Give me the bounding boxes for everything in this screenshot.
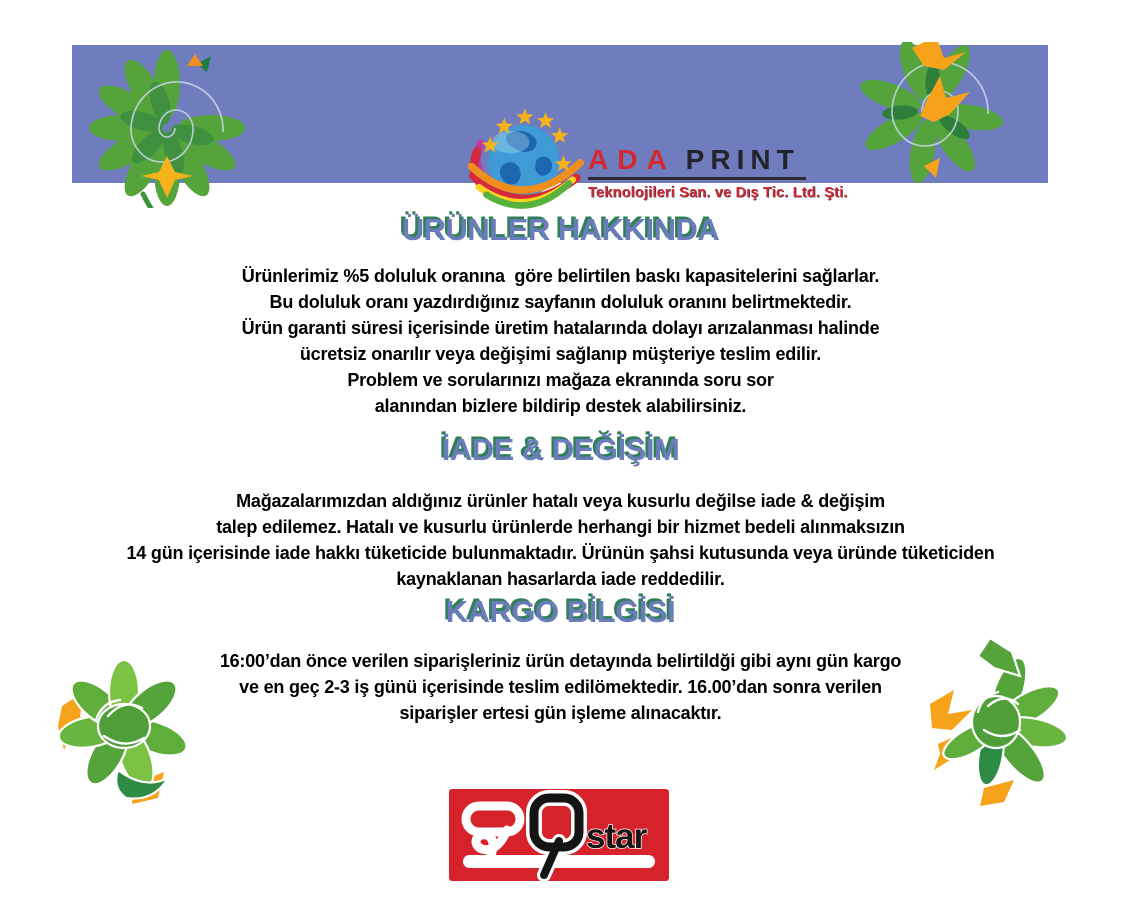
brand-underline xyxy=(588,177,806,180)
paragraph-line: ücretsiz onarılır veya değişimi sağlanıp müşteriye teslim edilir. xyxy=(299,344,822,364)
paragraph-line: ve en geç 2-3 iş günü içerisinde teslim edilömektedir. 16.00’dan sonra verilen xyxy=(239,677,882,697)
globe-icon xyxy=(462,101,584,217)
section-title-returns: İADE & DEĞİŞİM xyxy=(441,432,680,467)
brand-name-primary: ADA xyxy=(588,143,676,175)
header-banner xyxy=(72,45,1048,201)
brand-subtitle: Teknolojileri San. ve Dış Tic. Ltd. Şti. xyxy=(588,184,848,201)
paragraph-line: kaynaklanan hasarlarda iade reddedilir. xyxy=(396,569,725,589)
paragraph-line: 16:00’dan önce verilen siparişleriniz ürün detayında belirtildği gibi aynı gün kargo xyxy=(219,651,902,671)
qstar-star-text: star xyxy=(586,817,647,856)
section-title-products: ÜRÜNLER HAKKINDA xyxy=(401,212,720,247)
paragraph-line: siparişler ertesi gün işleme alınacaktır. xyxy=(399,703,722,723)
paragraph-line: Ürün garanti süresi içerisinde üretim hatalarında dolayı arızalanması halinde xyxy=(241,318,880,338)
paragraph-line: 14 gün içerisinde iade hakkı tüketicide bulunmaktadır. Ürünün şahsi kutusunda veya üründe tüketiciden xyxy=(126,543,995,563)
shipping-paragraph xyxy=(0,648,1121,726)
paragraph-line: Problem ve sorularınızı mağaza ekranında soru sor xyxy=(347,370,774,390)
paragraph-line: Ürünlerimiz %5 doluluk oranına göre belirtilen baskı kapasitelerini sağlarlar. xyxy=(241,266,880,286)
qstar-logo xyxy=(449,789,669,881)
section-title-shipping: KARGO BİLGİSİ xyxy=(445,594,676,629)
brand-name-secondary: PRINT xyxy=(685,143,800,175)
paragraph-line: talep edilemez. Hatalı ve kusurlu ürünlerde herhangi bir hizmet bedeli alınmaksızın xyxy=(216,517,905,537)
logo-text xyxy=(588,144,848,201)
products-paragraph xyxy=(0,263,1121,419)
paragraph-line: alanından bizlere bildirip destek alabilirsiniz. xyxy=(374,396,747,416)
returns-paragraph xyxy=(0,488,1121,592)
paragraph-line: Bu doluluk oranı yazdırdığınız sayfanın doluluk oranını belirtmektedir. xyxy=(269,292,852,312)
paragraph-line: Mağazalarımızdan aldığınız ürünler hatalı veya kusurlu değilse iade & değişim xyxy=(236,491,885,511)
company-logo xyxy=(462,101,848,217)
